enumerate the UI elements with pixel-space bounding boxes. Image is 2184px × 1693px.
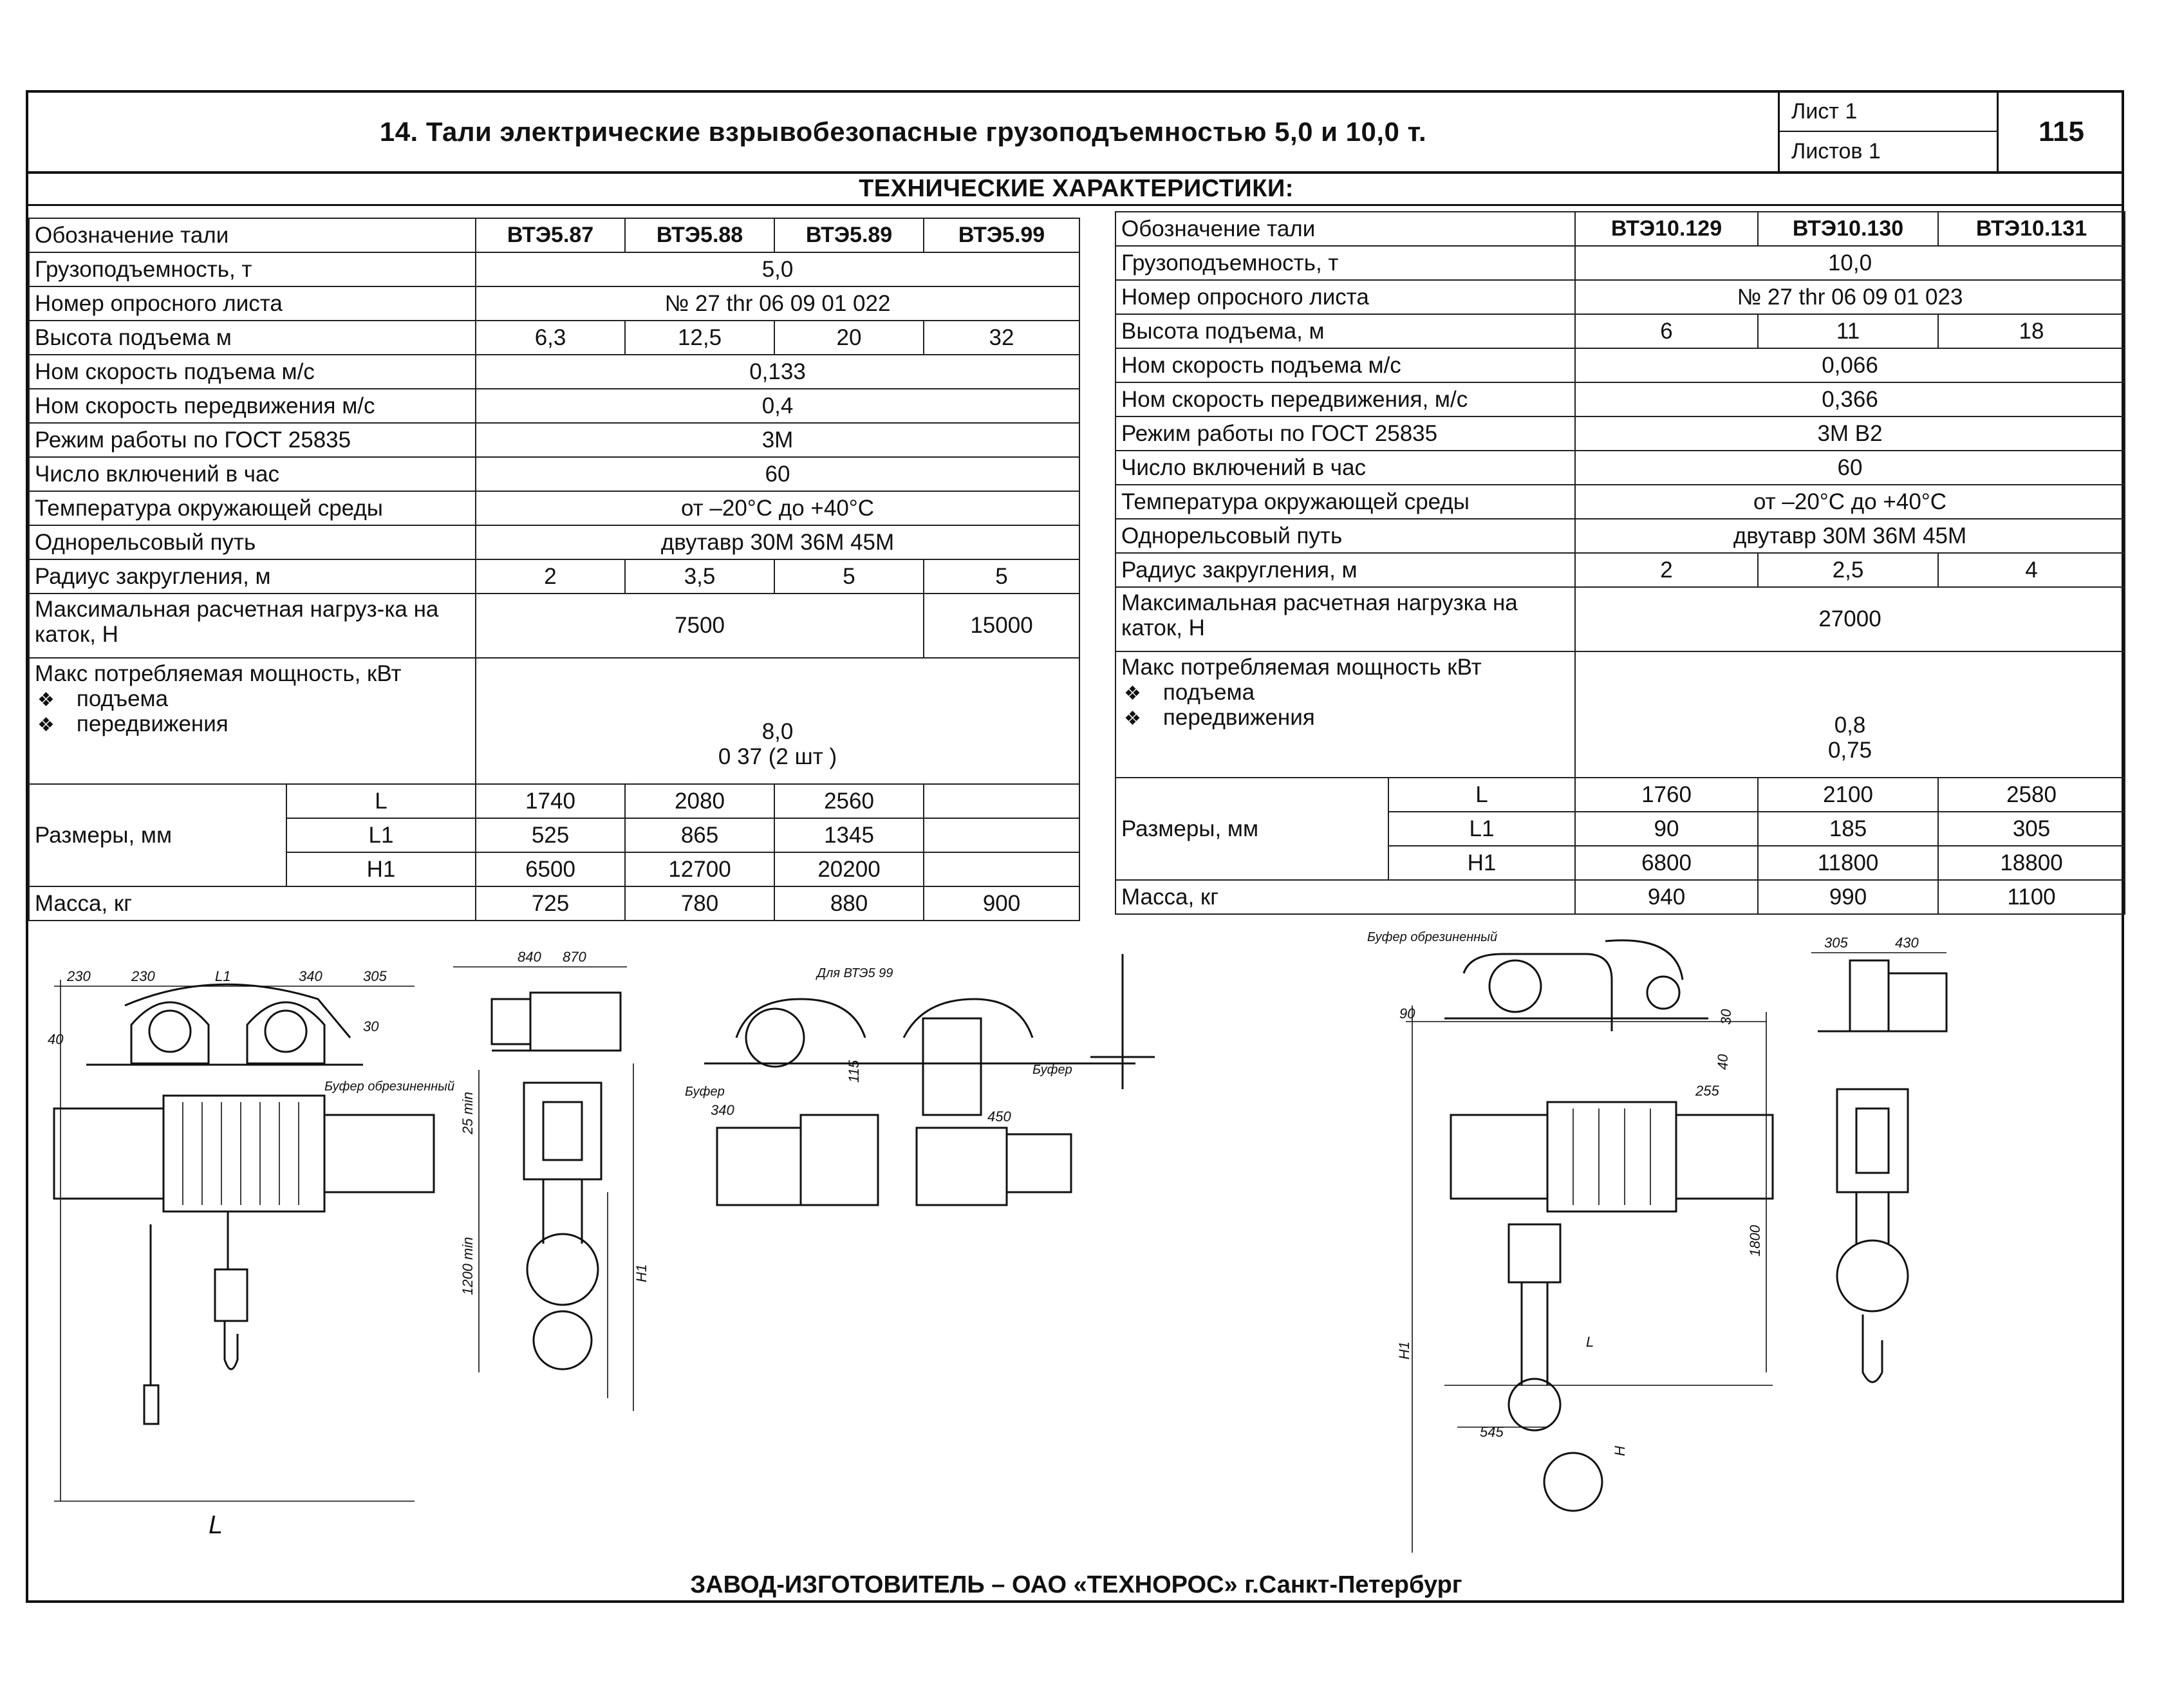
value-cell: 940 [1575,880,1758,914]
value-cell: 7500 [476,594,924,658]
value-cell: 11800 [1758,846,1938,880]
model-cell: ВТЭ5.99 [924,218,1079,252]
dim-label: 1800 [1747,1225,1763,1257]
power-label-cell [29,658,476,784]
dim-label: H1 [1396,1341,1412,1360]
row-label: Максимальная расчетная нагрузка на каток, Н [1115,587,1575,651]
dim-label: H1 [1388,846,1575,880]
dim-label: 1200 min [460,1237,476,1295]
table-row [29,286,1079,321]
row-label: Число включений в час [1115,451,1575,485]
value-cell: 5,0 [476,252,1079,286]
value-cell: 32 [924,321,1079,355]
table-row [1115,778,2125,812]
dim-label: L [1388,778,1575,812]
value-text: 0,8 [1834,712,1866,738]
row-label: Режим работы по ГОСТ 25835 [1115,416,1575,451]
table-row [1115,246,2125,280]
table-row [29,886,1079,921]
dim-label: 545 [1480,1424,1504,1440]
drawing-note: Буфер [685,1085,725,1099]
row-label: Число включений в час [29,457,476,491]
value-cell: 10,0 [1575,246,2125,280]
value-cell: 5 [924,559,1079,594]
spec-table-10t [1115,211,2125,915]
value-cell: 27000 [1575,587,2125,651]
table-row [29,321,1079,355]
dim-label: 340 [711,1102,734,1118]
value-cell: 18800 [1938,846,2125,880]
table-row [29,389,1079,423]
row-label: Режим работы по ГОСТ 25835 [29,423,476,457]
drawing-title: Для ВТЭ5 99 [817,966,893,980]
model-cell: ВТЭ5.87 [476,218,625,252]
value-cell: 11 [1758,314,1938,348]
model-cell: ВТЭ10.129 [1575,212,1758,246]
value-cell: 4 [1938,553,2125,587]
table-row [1115,651,2125,778]
row-label: Грузоподъемность, т [29,252,476,286]
value-cell: 2,5 [1758,553,1938,587]
dim-label: L [209,1511,223,1539]
value-cell: 6500 [476,852,625,886]
model-cell: ВТЭ10.130 [1758,212,1938,246]
row-label: Ном скорость передвижения, м/с [1115,382,1575,416]
dim-label: 90 [1399,1006,1415,1022]
table-row [1115,212,2125,246]
value-cell: 3М В2 [1575,416,2125,451]
row-label: Радиус закругления, м [1115,553,1575,587]
row-label: Обозначение тали [1115,212,1575,246]
table-row [29,658,1079,784]
table-row [1115,587,2125,651]
table-row [1115,416,2125,451]
table-row [29,491,1079,525]
power-travel-label: ❖ передвижения [35,711,470,736]
power-lift-label: ❖ подъема [35,686,470,711]
power-travel-label: ❖ передвижения [1121,705,1569,730]
hoist-5t-side-drawing [453,949,649,1411]
table-row [29,218,1079,252]
table-row [1115,348,2125,382]
row-label: Высота подъема м [29,321,476,355]
value-cell: 12700 [625,852,774,886]
dim-label: 840 [518,949,541,965]
row-label: Макс потребляемая мощность, кВт [35,661,402,686]
row-label: Радиус закругления, м [29,559,476,594]
dim-label: L1 [1388,812,1575,846]
dim-label: 340 [299,968,322,984]
value-text: 0 37 (2 шт ) [718,744,837,769]
hoist-buffer-detail-drawing [685,954,1155,1205]
dim-label: 450 [987,1108,1011,1125]
row-label: Масса, кг [1115,880,1575,914]
value-cell: 3,5 [625,559,774,594]
value-text: 8,0 [761,718,794,744]
value-cell: двутавр 30М 36М 45М [476,525,1079,559]
hoist-10t-side-drawing [1811,935,1946,1382]
title-row [28,93,2124,174]
row-label: Температура окружающей среды [29,491,476,525]
dim-label: 230 [67,968,91,984]
value-cell: 780 [625,886,774,921]
table-row [29,594,1079,658]
dim-label: H1 [633,1264,649,1282]
dim-label: 305 [363,968,387,984]
table-row [1115,880,2125,914]
value-cell: 60 [1575,451,2125,485]
row-label: Ном скорость передвижения м/с [29,389,476,423]
page-number: 115 [1997,93,2124,171]
dim-label: 870 [563,949,586,965]
value-cell: 2 [476,559,625,594]
table-row [1115,280,2125,314]
power-value-cell [476,658,1079,784]
page-title: 14. Тали электрические взрывобезопасные грузоподъемностью 5,0 и 10,0 т. [379,117,1427,147]
section-subtitle: ТЕХНИЧЕСКИЕ ХАРАКТЕРИСТИКИ: [28,174,2124,206]
value-cell: 0,133 [476,355,1079,389]
value-cell: 1345 [774,818,924,852]
dim-label: L1 [286,818,476,852]
dim-label: 305 [1824,935,1848,951]
table-row [1115,485,2125,519]
sheet-info-box [1778,93,1997,171]
value-cell: 3М [476,423,1079,457]
power-value-cell [1575,651,2125,778]
value-cell: 20200 [774,852,924,886]
dim-label: 40 [1715,1054,1731,1070]
table-row [29,784,1079,818]
sheets-label: Листов 1 [1791,139,1881,164]
row-label: Номер опросного листа [1115,280,1575,314]
value-cell: № 27 thr 06 09 01 023 [1575,280,2125,314]
dim-label: H [1612,1446,1628,1456]
dim-label: L [1586,1334,1594,1350]
value-cell: 2560 [774,784,924,818]
value-cell [924,852,1079,886]
document-sheet [26,90,2124,1603]
dim-label: L [286,784,476,818]
value-cell: 2 [1575,553,1758,587]
value-cell: от –20°С до +40°С [1575,485,2125,519]
value-cell: 0,4 [476,389,1079,423]
row-label: Обозначение тали [29,218,476,252]
value-cell: 60 [476,457,1079,491]
table-row [29,525,1079,559]
dim-label: H1 [286,852,476,886]
value-text: 0,75 [1827,737,1872,763]
value-cell: 525 [476,818,625,852]
value-cell: 90 [1575,812,1758,846]
row-label: Максимальная расчетная нагруз-ка на каток, Н [29,594,476,658]
hoist-10t-front-drawing [1367,930,1773,1553]
value-cell: 6 [1575,314,1758,348]
dim-label: L1 [215,968,231,984]
value-cell: 1740 [476,784,625,818]
model-cell: ВТЭ10.131 [1938,212,2125,246]
dim-label: 255 [1695,1083,1719,1099]
model-cell: ВТЭ5.89 [774,218,924,252]
technical-drawings [28,922,2124,1566]
power-lift-label: ❖ подъема [1121,680,1569,705]
dim-label: 25 min [460,1091,476,1134]
row-label: Однорельсовый путь [1115,519,1575,553]
table-row [1115,451,2125,485]
value-cell: 185 [1758,812,1938,846]
row-label: Размеры, мм [1115,778,1388,880]
value-cell [924,784,1079,818]
table-row [1115,519,2125,553]
value-cell: 6,3 [476,321,625,355]
value-cell: 900 [924,886,1079,921]
row-label: Грузоподъемность, т [1115,246,1575,280]
power-label-cell [1115,651,1575,778]
table-row [1115,553,2125,587]
table-row [29,252,1079,286]
row-label: Ном скорость подъема м/с [1115,348,1575,382]
value-cell: 880 [774,886,924,921]
value-cell: двутавр 30М 36М 45М [1575,519,2125,553]
value-cell: 2080 [625,784,774,818]
value-cell: 18 [1938,314,2125,348]
row-label: Макс потребляемая мощность кВт [1121,655,1482,680]
value-cell: от –20°С до +40°С [476,491,1079,525]
value-cell [924,818,1079,852]
table-row [29,559,1079,594]
model-cell: ВТЭ5.88 [625,218,774,252]
value-cell: 2100 [1758,778,1938,812]
sheet-label: Лист 1 [1780,93,1997,132]
value-cell: 5 [774,559,924,594]
row-label: Высота подъема, м [1115,314,1575,348]
value-cell: 2580 [1938,778,2125,812]
manufacturer-footer: ЗАВОД-ИЗГОТОВИТЕЛЬ – ОАО «ТЕХНОРОС» г.Санкт-Петербург [690,1571,1462,1598]
value-cell: № 27 thr 06 09 01 022 [476,286,1079,321]
row-label: Масса, кг [29,886,476,921]
row-label: Ном скорость подъема м/с [29,355,476,389]
value-cell: 6800 [1575,846,1758,880]
value-cell: 1760 [1575,778,1758,812]
dim-label: 30 [363,1018,379,1034]
value-cell: 305 [1938,812,2125,846]
dim-label: 230 [131,968,155,984]
row-label: Температура окружающей среды [1115,485,1575,519]
value-cell: 990 [1758,880,1938,914]
table-row [1115,314,2125,348]
dim-label: 40 [48,1031,64,1047]
table-row [1115,382,2125,416]
hoist-5t-front-drawing [48,968,454,1539]
dim-label: 430 [1895,935,1919,951]
value-cell: 0,366 [1575,382,2125,416]
value-cell: 865 [625,818,774,852]
drawing-note: Буфер [1032,1063,1072,1077]
value-cell: 15000 [924,594,1079,658]
drawing-note: Буфер обрезиненный [1367,930,1498,944]
dim-label: 115 [846,1060,862,1083]
value-cell: 0,066 [1575,348,2125,382]
value-cell: 1100 [1938,880,2125,914]
drawing-note: Буфер обрезиненный [324,1080,455,1094]
value-cell: 12,5 [625,321,774,355]
row-label: Номер опросного листа [29,286,476,321]
table-row [29,423,1079,457]
row-label: Размеры, мм [29,784,286,886]
table-row [29,457,1079,491]
spec-table-5t [28,218,1080,921]
row-label: Однорельсовый путь [29,525,476,559]
value-cell: 20 [774,321,924,355]
dim-label: 30 [1718,1009,1734,1025]
value-cell: 725 [476,886,625,921]
table-row [29,355,1079,389]
